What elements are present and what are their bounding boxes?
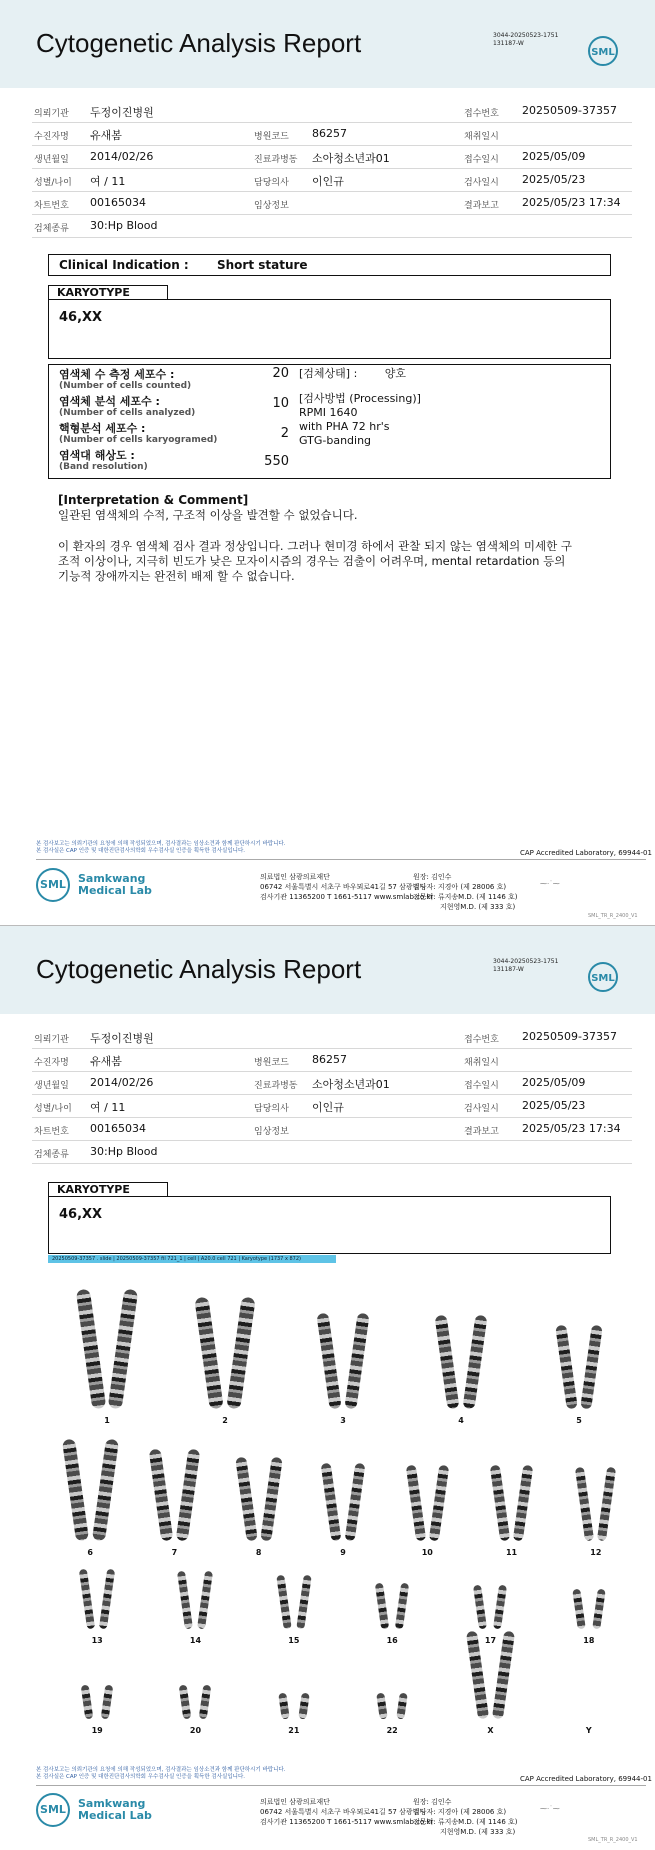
chromosome xyxy=(316,1313,341,1410)
cell-count-label-en: (Number of cells analyzed) xyxy=(59,408,196,418)
chromosome-label: 13 xyxy=(91,1636,103,1645)
cell-count-item xyxy=(59,450,148,472)
chromosome xyxy=(396,1693,408,1720)
info-label: 결과보고 xyxy=(464,1127,499,1137)
processing-info xyxy=(299,392,421,448)
processing-line: GTG-banding xyxy=(299,434,372,447)
chromosome-pair-10 xyxy=(385,1427,469,1557)
info-value: 이인규 xyxy=(312,1101,344,1114)
info-row xyxy=(32,1118,632,1141)
chromosome-pair-y xyxy=(540,1647,638,1735)
chromosome xyxy=(406,1465,426,1542)
info-value: 2025/05/23 xyxy=(522,173,586,186)
chromosome-pair-3 xyxy=(284,1275,402,1425)
info-label: 의뢰기관 xyxy=(34,109,69,119)
chromosome-label: 2 xyxy=(222,1416,228,1425)
info-label: 진료과병동 xyxy=(254,1081,298,1091)
address-line: 06742 서울특별시 서초구 바우뫼로41길 57 삼광빌딩 xyxy=(260,1808,427,1816)
chromosome xyxy=(462,1315,487,1410)
chromosome xyxy=(79,1569,95,1630)
interpretation-text xyxy=(58,508,578,600)
info-label: 접수일시 xyxy=(464,1081,499,1091)
processing-line: RPMI 1640 xyxy=(299,406,358,419)
chromosome-label: 4 xyxy=(458,1416,464,1425)
chromosome xyxy=(580,1325,602,1410)
chromosome-label: 7 xyxy=(171,1548,178,1557)
karyotype-tab: KARYOTYPE xyxy=(48,285,168,299)
document-id-line: 131187-W xyxy=(493,40,524,47)
footer-note-line: 본 검사보고는 의뢰기관의 요청에 의해 작성되었으며, 검사결과는 임상소견과 함께 판단하시기 바랍니다. xyxy=(36,841,286,847)
cell-count-label-en: (Band resolution) xyxy=(59,462,148,472)
karyotype-value: 46,XX xyxy=(59,310,103,325)
chromosome xyxy=(226,1297,255,1410)
chromosome xyxy=(199,1685,212,1720)
form-version: SML_TR_R_2400_V1 xyxy=(588,913,638,919)
info-label: 생년월일 xyxy=(34,1081,69,1091)
info-value: 00165034 xyxy=(90,196,146,209)
address-line: 의료법인 삼광의료재단 xyxy=(260,873,330,881)
chromosome xyxy=(101,1685,114,1720)
info-label: 접수일시 xyxy=(464,155,499,165)
footer-note xyxy=(36,841,285,855)
chromosome-pair-7 xyxy=(132,1427,216,1557)
chromosome xyxy=(76,1289,107,1410)
chromosome xyxy=(395,1583,409,1630)
chromosome-pair-6 xyxy=(48,1427,132,1557)
report-title: Cytogenetic Analysis Report xyxy=(36,954,362,984)
chromosome-label: 11 xyxy=(505,1548,518,1557)
footer-note-line: 본 검사실은 CAP 인증 및 대한진단검사의학회 우수검사실 인증을 획득한 검사실입니다. xyxy=(36,1774,246,1780)
chromosome xyxy=(572,1589,585,1630)
chromosome-label: 16 xyxy=(386,1636,398,1645)
chromosome-pair-22 xyxy=(343,1647,441,1735)
staff-line: 전문의: 류지송M.D. (제 1146 호) xyxy=(413,893,518,901)
chromosome-pair-19 xyxy=(48,1647,146,1735)
cell-count-box xyxy=(48,364,611,479)
chromosome-label: Y xyxy=(585,1726,592,1735)
info-row xyxy=(32,100,632,123)
chromosome-pair-13 xyxy=(48,1560,146,1645)
chromosome-pair-8 xyxy=(217,1427,301,1557)
chromosome xyxy=(91,1439,118,1542)
info-value: 두정이진병원 xyxy=(90,1032,154,1045)
chromosome xyxy=(278,1693,290,1720)
info-row xyxy=(32,169,632,192)
info-row xyxy=(32,1095,632,1118)
info-label: 결과보고 xyxy=(464,201,499,211)
sml-logo-icon: SML xyxy=(588,962,618,992)
footer-divider xyxy=(36,1785,646,1786)
specimen-status-value: 양호 xyxy=(384,367,407,380)
chromosome-label: 6 xyxy=(87,1548,93,1557)
document-id-line: 131187-W xyxy=(493,966,524,973)
chromosome-pair-16 xyxy=(343,1560,441,1645)
chromosome xyxy=(177,1571,193,1630)
chromosome xyxy=(513,1465,533,1542)
info-value: 2025/05/23 xyxy=(522,1099,586,1112)
chromosome-pair-14 xyxy=(146,1560,244,1645)
info-label: 성별/나이 xyxy=(34,1104,72,1114)
chromosome xyxy=(493,1585,507,1630)
chromosome-label: 9 xyxy=(340,1548,346,1557)
cell-count-value: 2 xyxy=(280,426,289,441)
processing-label: [검사방법 (Processing)] xyxy=(299,392,421,405)
chromosome xyxy=(592,1589,605,1630)
cell-count-label: 염색대 해상도 : xyxy=(59,449,135,462)
karyotype-value: 46,XX xyxy=(59,1207,103,1222)
clinical-indication-box xyxy=(48,254,611,276)
info-value: 2025/05/23 17:34 xyxy=(522,196,621,209)
chromosome-pair-18 xyxy=(540,1560,638,1645)
chromosome-pair-11 xyxy=(469,1427,553,1557)
chromosome xyxy=(62,1439,89,1542)
info-value: 30:Hp Blood xyxy=(90,219,158,232)
info-label: 병원코드 xyxy=(254,1058,289,1068)
lab-address xyxy=(260,872,433,902)
address-line: 06742 서울특별시 서초구 바우뫼로41길 57 삼광빌딩 xyxy=(260,883,427,891)
samkwang-logo-icon: SML xyxy=(36,1793,70,1827)
chromosome-label: 18 xyxy=(583,1636,595,1645)
chromosome-label: 5 xyxy=(576,1416,582,1425)
lab-staff xyxy=(413,1797,518,1837)
info-value: 소아청소년과01 xyxy=(312,1078,390,1091)
chromosome xyxy=(575,1467,594,1542)
info-label: 생년월일 xyxy=(34,155,69,165)
info-row xyxy=(32,1049,632,1072)
karyotype-box xyxy=(48,1196,611,1254)
address-line: 검사기관 11365200 T 1661-5117 www.smlab.co.kr xyxy=(260,893,434,901)
chromosome-label: 21 xyxy=(288,1726,300,1735)
info-label: 병원코드 xyxy=(254,132,289,142)
info-label: 임상정보 xyxy=(254,1127,289,1137)
info-value: 86257 xyxy=(312,127,347,140)
cell-count-label: 염색체 수 측정 세포수 : xyxy=(59,368,175,381)
processing-line: with PHA 72 hr's xyxy=(299,420,390,433)
staff-line: 전문의: 류지송M.D. (제 1146 호) xyxy=(413,1818,518,1826)
lab-staff xyxy=(413,872,518,912)
chromosome-label: 1 xyxy=(104,1416,110,1425)
info-value: 2014/02/26 xyxy=(90,1076,154,1089)
logo-name-line: Medical Lab xyxy=(78,1809,152,1822)
chromosome xyxy=(298,1693,310,1720)
info-row xyxy=(32,1026,632,1049)
karyogram-header-bar: 20250509-37357 . slide | 20250509-37357 fil 721_1 | cell | A20.0 cell 721 | Karyotype (1737 x 872) xyxy=(48,1255,336,1263)
info-row xyxy=(32,1141,632,1164)
info-label: 의뢰기관 xyxy=(34,1035,69,1045)
chromosome-label: 12 xyxy=(590,1548,602,1557)
info-value: 여 / 11 xyxy=(90,175,126,188)
address-line: 의료법인 삼광의료재단 xyxy=(260,1798,330,1806)
interpretation-title: [Interpretation & Comment] xyxy=(58,493,249,507)
staff-line: 검사자: 지경아 (제 28006 호) xyxy=(413,883,507,891)
samkwang-logo-icon: SML xyxy=(36,868,70,902)
footer-note-line: 본 검사보고는 의뢰기관의 요청에 의해 작성되었으며, 검사결과는 임상소견과 함께 판단하시기 바랍니다. xyxy=(36,1767,286,1773)
chromosome-pair-9 xyxy=(301,1427,385,1557)
chromosome-pair-20 xyxy=(146,1647,244,1735)
info-label: 검체종류 xyxy=(34,1150,69,1160)
info-value: 00165034 xyxy=(90,1122,146,1135)
info-label: 채취일시 xyxy=(464,1058,499,1068)
chromosome-pair-5 xyxy=(520,1275,638,1425)
cell-count-label: 핵형분석 세포수 : xyxy=(59,422,146,435)
chromosome-pair-21 xyxy=(245,1647,343,1735)
info-label: 차트번호 xyxy=(34,1127,69,1137)
staff-line: 지현영M.D. (제 333 호) xyxy=(440,1828,516,1836)
logo-name-line: Medical Lab xyxy=(78,884,152,897)
info-row xyxy=(32,192,632,215)
info-value: 2025/05/09 xyxy=(522,150,586,163)
chromosome xyxy=(473,1585,487,1630)
document-id xyxy=(493,958,558,974)
staff-line: 원장: 김인수 xyxy=(413,873,452,881)
chromosome xyxy=(81,1685,94,1720)
info-label: 담당의사 xyxy=(254,178,289,188)
staff-line: 검사자: 지경아 (제 28006 호) xyxy=(413,1808,507,1816)
cap-accreditation: CAP Accredited Laboratory, 69944-01 xyxy=(520,1775,652,1783)
chromosome xyxy=(108,1289,139,1410)
chromosome xyxy=(597,1467,616,1542)
info-value: 2025/05/23 17:34 xyxy=(522,1122,621,1135)
document-id-line: 3044-20250523-1751 xyxy=(493,32,559,39)
document-id xyxy=(493,32,558,48)
patient-info-table xyxy=(32,1026,632,1164)
logo-name-line: Samkwang xyxy=(78,872,146,885)
info-label: 검사일시 xyxy=(464,1104,499,1114)
info-row xyxy=(32,215,632,238)
sml-logo-icon: SML xyxy=(588,36,618,66)
cap-accreditation: CAP Accredited Laboratory, 69944-01 xyxy=(520,849,652,857)
chromosome xyxy=(490,1465,510,1542)
cell-count-item xyxy=(59,423,217,445)
chromosome xyxy=(555,1325,577,1410)
chromosome xyxy=(176,1449,200,1542)
form-version: SML_TR_R_2400_V1 xyxy=(588,1837,638,1843)
chromosome-pair-15 xyxy=(245,1560,343,1645)
info-value: 20250509-37357 xyxy=(522,1030,617,1043)
info-label: 성별/나이 xyxy=(34,178,72,188)
info-label: 수진자명 xyxy=(34,132,69,142)
chromosome xyxy=(149,1449,173,1542)
staff-line: 원장: 김인수 xyxy=(413,1798,452,1806)
chromosome xyxy=(276,1575,291,1630)
info-value: 2014/02/26 xyxy=(90,150,154,163)
info-value: 이인규 xyxy=(312,175,344,188)
karyotype-box xyxy=(48,299,611,359)
info-value: 30:Hp Blood xyxy=(90,1145,158,1158)
cell-count-label: 염색체 분석 세포수 : xyxy=(59,395,160,408)
chromosome xyxy=(344,1313,369,1410)
specimen-status-label: [검체상태] : xyxy=(299,367,358,380)
interpretation-paragraph: 일관된 염색체의 수적, 구조적 이상을 발견할 수 없었습니다. xyxy=(58,508,358,522)
chromosome-label: 17 xyxy=(484,1636,497,1645)
chromosome xyxy=(435,1315,460,1410)
chromosome xyxy=(179,1685,192,1720)
chromosome-pair-12 xyxy=(554,1427,638,1557)
footer-note-line: 본 검사실은 CAP 인증 및 대한진단검사의학회 우수검사실 인증을 획득한 검사실입니다. xyxy=(36,848,246,854)
chromosome-label: X xyxy=(487,1726,494,1735)
cell-count-value: 550 xyxy=(264,454,289,469)
footer-divider xyxy=(36,859,646,860)
info-value: 2025/05/09 xyxy=(522,1076,586,1089)
info-label: 진료과병동 xyxy=(254,155,298,165)
chromosome-label: 8 xyxy=(255,1548,262,1557)
cell-count-label-en: (Number of cells counted) xyxy=(59,381,192,391)
lab-address xyxy=(260,1797,433,1827)
chromosome xyxy=(376,1693,388,1720)
karyotype-tab: KARYOTYPE xyxy=(48,1182,168,1196)
logo-name-line: Samkwang xyxy=(78,1797,146,1810)
info-label: 접수번호 xyxy=(464,1035,499,1045)
info-value: 두정이진병원 xyxy=(90,106,154,119)
chromosome-label: 14 xyxy=(189,1636,202,1645)
info-value: 여 / 11 xyxy=(90,1101,126,1114)
interpretation-paragraph: 이 환자의 경우 염색체 검사 결과 정상입니다. 그러나 현미경 하에서 관찰 되지 않는 염색체의 미세한 구조적 이상이나, 지극히 빈도가 낮은 모자이시즘의 경우는 검출이 어려우며, mental retardation 등의 기능적 장애까지는 완전히 배제 할 수 없습니다. xyxy=(58,539,572,583)
chromosome-pair-x xyxy=(441,1647,539,1735)
info-value: 유새봄 xyxy=(90,129,122,142)
chromosome-pair-17 xyxy=(441,1560,539,1645)
chromosome-pair-1 xyxy=(48,1275,166,1425)
chromosome-label: 22 xyxy=(386,1726,398,1735)
chromosome xyxy=(344,1463,365,1542)
info-label: 검사일시 xyxy=(464,178,499,188)
cell-count-item xyxy=(59,369,191,391)
info-value: 20250509-37357 xyxy=(522,104,617,117)
footer-note xyxy=(36,1767,285,1781)
cell-count-value: 20 xyxy=(272,366,289,381)
info-label: 수진자명 xyxy=(34,1058,69,1068)
chromosome xyxy=(375,1583,389,1630)
info-value: 86257 xyxy=(312,1053,347,1066)
clinical-indication-label: Clinical Indication : xyxy=(59,258,189,272)
chromosome xyxy=(99,1569,115,1630)
chromosome xyxy=(260,1457,282,1542)
signature-scribble: ⁓·˙⁓ xyxy=(540,1805,560,1813)
cell-count-item xyxy=(59,396,195,418)
address-line: 검사기관 11365200 T 1661-5117 www.smlab.co.kr xyxy=(260,1818,434,1826)
cell-count-label-en: (Number of cells karyogramed) xyxy=(59,435,218,445)
info-label: 담당의사 xyxy=(254,1104,289,1114)
signature-scribble: ⁓·˙⁓ xyxy=(540,880,560,888)
info-row xyxy=(32,1072,632,1095)
info-row xyxy=(32,123,632,146)
chromosome-pair-2 xyxy=(166,1275,284,1425)
chromosome xyxy=(197,1571,213,1630)
chromosome-pair-4 xyxy=(402,1275,520,1425)
specimen-status xyxy=(299,367,406,381)
samkwang-logo-name xyxy=(78,873,152,897)
info-value: 유새봄 xyxy=(90,1055,122,1068)
info-label: 접수번호 xyxy=(464,109,499,119)
karyogram-image xyxy=(48,1275,638,1735)
chromosome-label: 3 xyxy=(340,1416,346,1425)
chromosome xyxy=(235,1457,257,1542)
samkwang-logo-name xyxy=(78,1798,152,1822)
chromosome-label: 10 xyxy=(421,1548,433,1557)
chromosome-label: 19 xyxy=(91,1726,103,1735)
report-title: Cytogenetic Analysis Report xyxy=(36,28,362,58)
clinical-indication-value: Short stature xyxy=(217,258,308,272)
chromosome xyxy=(194,1297,223,1410)
document-id-line: 3044-20250523-1751 xyxy=(493,958,559,965)
chromosome xyxy=(321,1463,342,1542)
info-label: 채취일시 xyxy=(464,132,499,142)
chromosome xyxy=(429,1465,449,1542)
info-label: 임상정보 xyxy=(254,201,289,211)
info-row xyxy=(32,146,632,169)
chromosome xyxy=(296,1575,311,1630)
staff-line: 지현영M.D. (제 333 호) xyxy=(440,903,516,911)
info-label: 차트번호 xyxy=(34,201,69,211)
chromosome-label: 15 xyxy=(288,1636,300,1645)
info-value: 소아청소년과01 xyxy=(312,152,390,165)
patient-info-table xyxy=(32,100,632,238)
chromosome-label: 20 xyxy=(189,1726,202,1735)
cell-count-value: 10 xyxy=(272,396,289,411)
info-label: 검체종류 xyxy=(34,224,69,234)
